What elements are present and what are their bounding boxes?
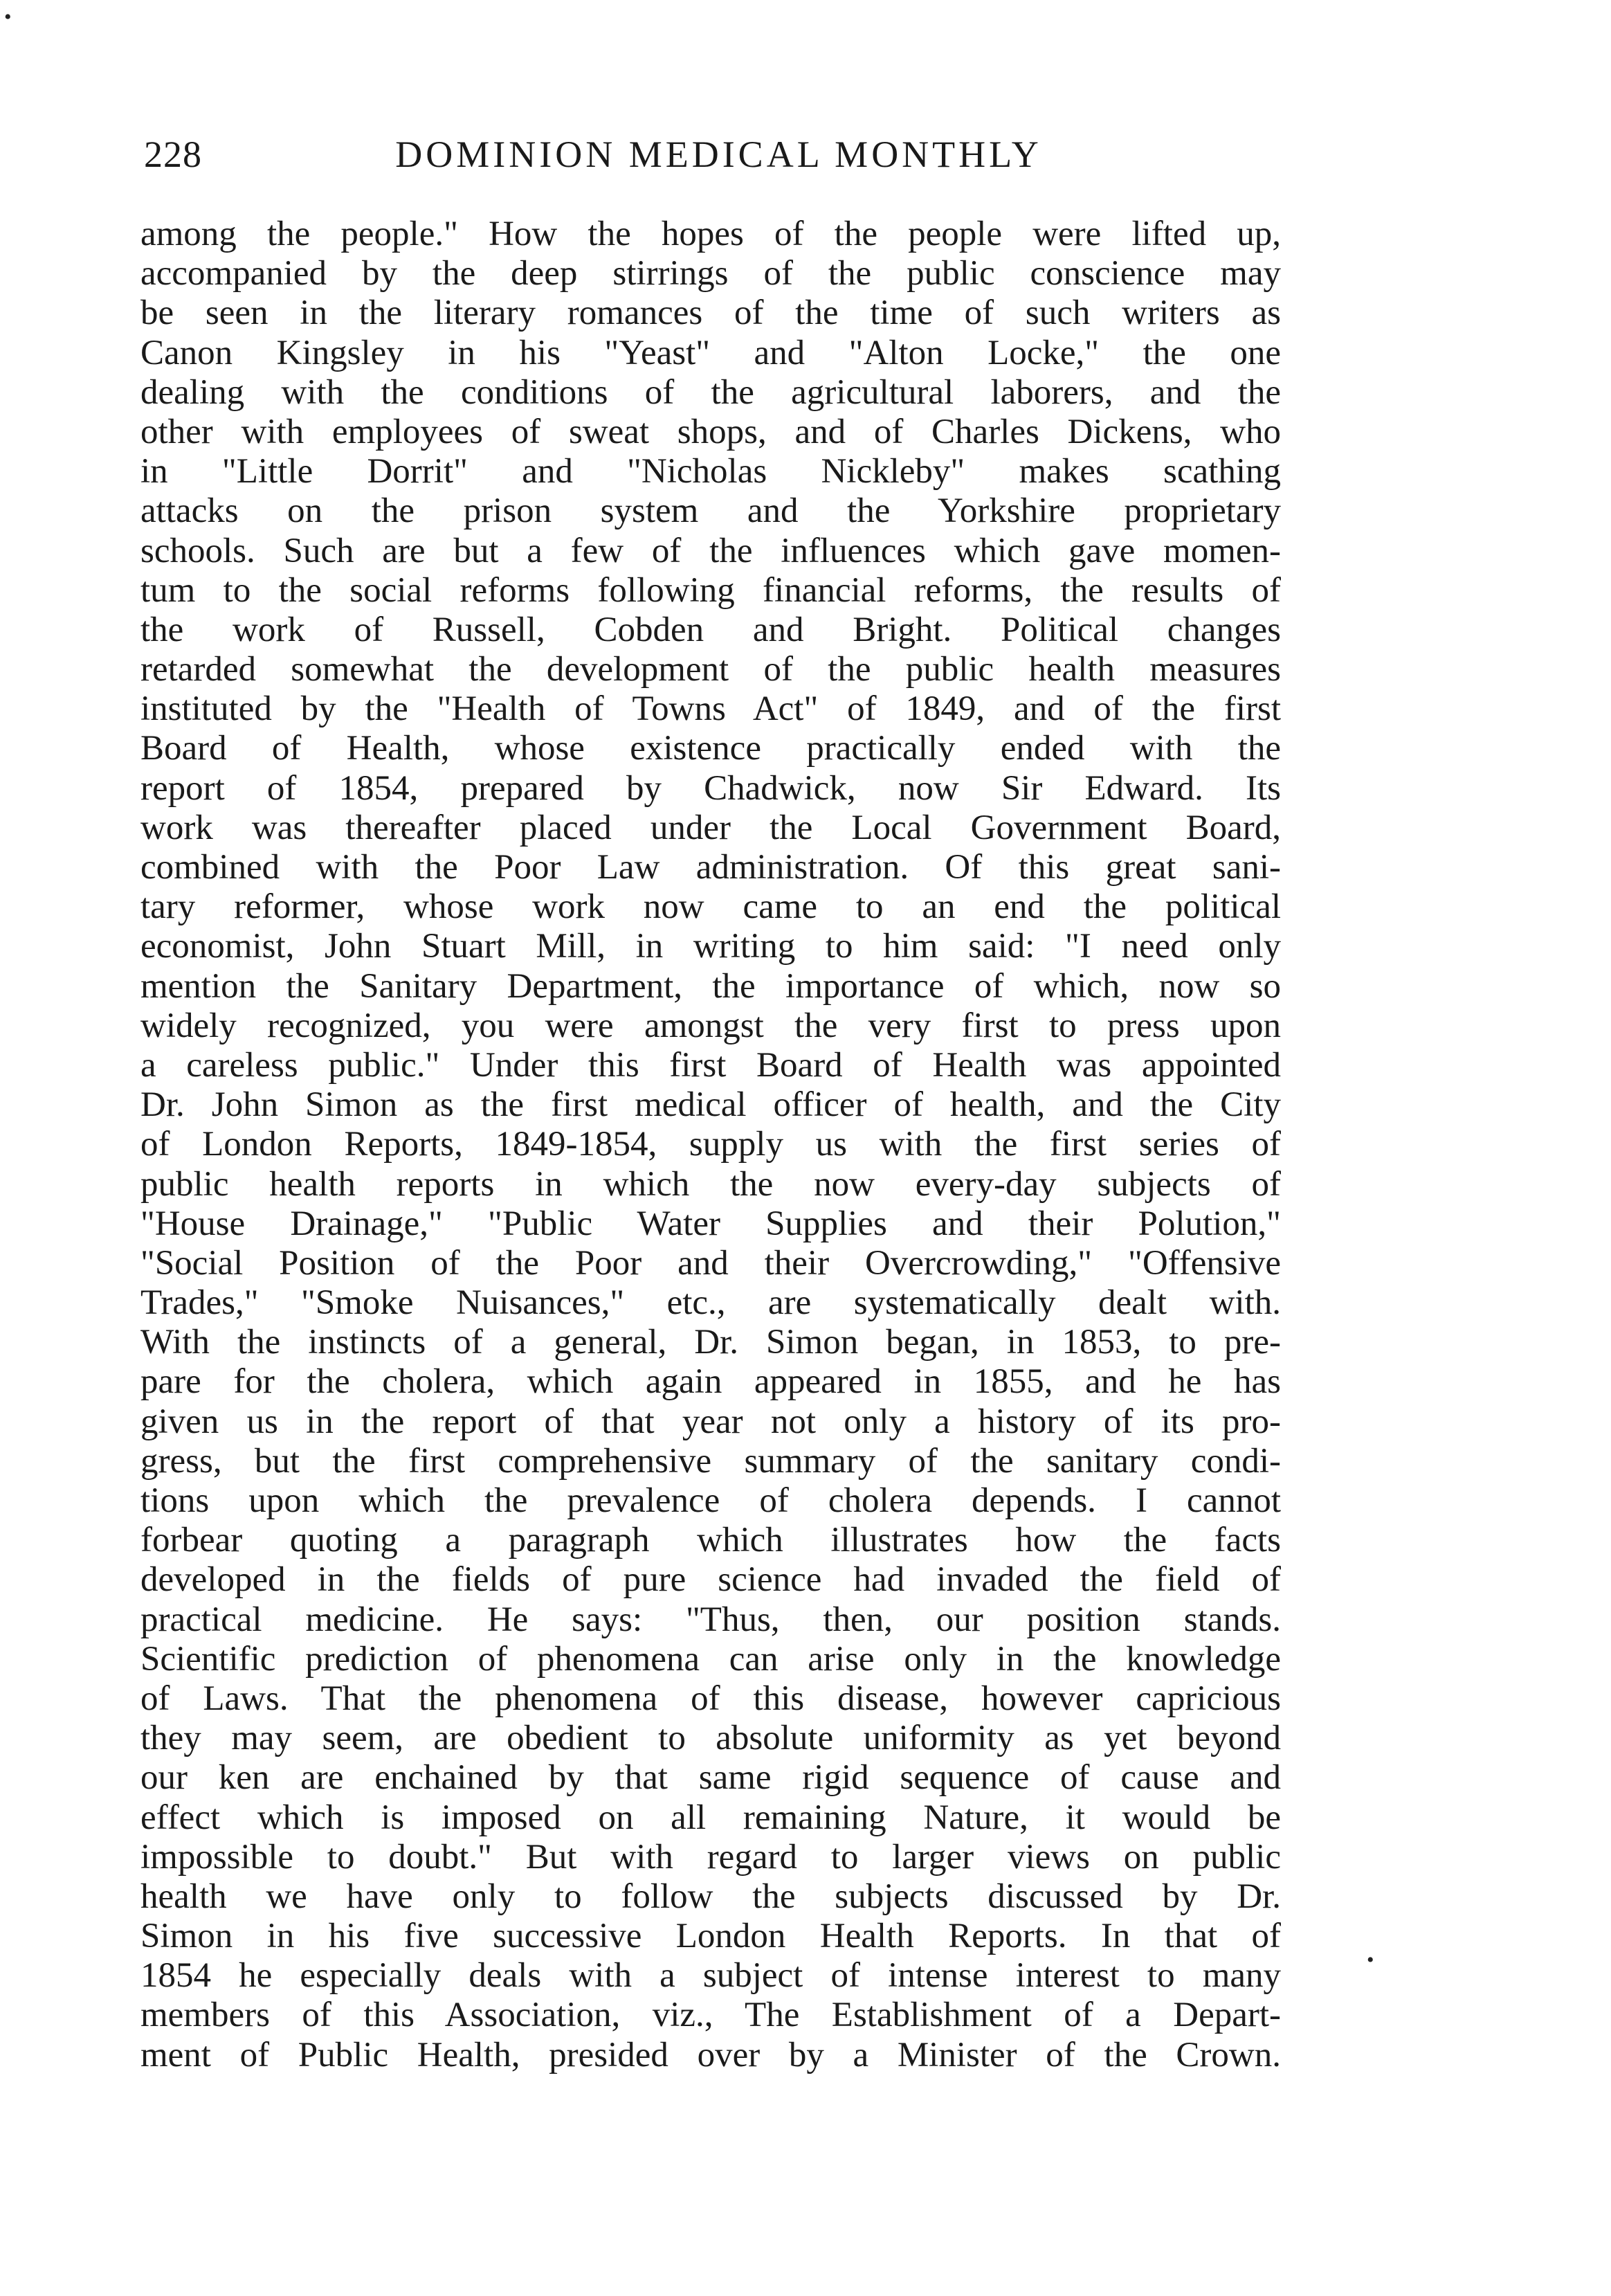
text-line: report of 1854, prepared by Chadwick, now Sir Edward. Its bbox=[140, 768, 1281, 808]
text-line: they may seem, are obedient to absolute uniformity as yet beyond bbox=[140, 1719, 1281, 1758]
text-line: work was thereafter placed under the Local Government Board, bbox=[140, 808, 1281, 847]
text-line: forbear quoting a paragraph which illustrates how the facts bbox=[140, 1521, 1281, 1560]
text-line: other with employees of sweat shops, and of Charles Dickens, who bbox=[140, 412, 1281, 451]
text-line: be seen in the literary romances of the time of such writers as bbox=[140, 293, 1281, 333]
text-line: given us in the report of that year not only a history of its pro- bbox=[140, 1402, 1281, 1441]
text-line: gress, but the first comprehensive summary of the sanitary condi- bbox=[140, 1441, 1281, 1481]
text-line: Scientific prediction of phenomena can arise only in the knowledge bbox=[140, 1639, 1281, 1679]
page-number: 228 bbox=[144, 134, 202, 175]
text-line: "Social Position of the Poor and their Overcrowding," "Offensive bbox=[140, 1243, 1281, 1283]
text-line: members of this Association, viz., The Establishment of a Depart- bbox=[140, 1996, 1281, 2035]
scan-speck: • bbox=[4, 6, 12, 28]
text-line: impossible to doubt." But with regard to larger views on public bbox=[140, 1837, 1281, 1877]
text-line: tum to the social reforms following financial reforms, the results of bbox=[140, 570, 1281, 610]
scan-speck: • bbox=[1367, 1949, 1374, 1971]
text-line: health we have only to follow the subjects discussed by Dr. bbox=[140, 1877, 1281, 1916]
text-line: retarded somewhat the development of the public health measures bbox=[140, 650, 1281, 689]
text-line: mention the Sanitary Department, the importance of which, now so bbox=[140, 966, 1281, 1006]
text-line: Simon in his five successive London Health Reports. In that of bbox=[140, 1917, 1281, 1956]
text-line: public health reports in which the now every-day subjects of bbox=[140, 1164, 1281, 1204]
text-line: economist, John Stuart Mill, in writing to him said: "I need only bbox=[140, 927, 1281, 966]
text-line: widely recognized, you were amongst the very first to press upon bbox=[140, 1006, 1281, 1045]
text-line: combined with the Poor Law administration. Of this great sani- bbox=[140, 848, 1281, 887]
text-line: of London Reports, 1849-1854, supply us with the first series of bbox=[140, 1125, 1281, 1164]
text-line: developed in the fields of pure science had invaded the field of bbox=[140, 1560, 1281, 1600]
text-line: 1854 he especially deals with a subject of intense interest to many bbox=[140, 1956, 1281, 1996]
text-line: a careless public." Under this first Board of Health was appointed bbox=[140, 1045, 1281, 1085]
text-line: Canon Kingsley in his "Yeast" and "Alton Locke," the one bbox=[140, 333, 1281, 372]
text-line: among the people." How the hopes of the people were lifted up, bbox=[140, 215, 1281, 253]
text-line: schools. Such are but a few of the influences which gave momen- bbox=[140, 531, 1281, 570]
text-line: effect which is imposed on all remaining Nature, it would be bbox=[140, 1798, 1281, 1837]
text-line: tions upon which the prevalence of cholera depends. I cannot bbox=[140, 1481, 1281, 1520]
text-line: tary reformer, whose work now came to an end the political bbox=[140, 887, 1281, 927]
page-header bbox=[136, 133, 1281, 188]
text-line: Dr. John Simon as the first medical officer of health, and the City bbox=[140, 1085, 1281, 1125]
body-text bbox=[140, 215, 1281, 2075]
text-line: "House Drainage," "Public Water Supplies and their Polution," bbox=[140, 1204, 1281, 1243]
text-line: Trades," "Smoke Nuisances," etc., are systematically dealt with. bbox=[140, 1283, 1281, 1323]
text-line: ment of Public Health, presided over by a Minister of the Crown. bbox=[140, 2035, 1281, 2074]
text-line: Board of Health, whose existence practically ended with the bbox=[140, 729, 1281, 768]
text-line: instituted by the "Health of Towns Act" of 1849, and of the first bbox=[140, 689, 1281, 729]
running-head: DOMINION MEDICAL MONTHLY bbox=[395, 134, 1042, 175]
text-line: our ken are enchained by that same rigid sequence of cause and bbox=[140, 1758, 1281, 1798]
text-line: accompanied by the deep stirrings of the public conscience may bbox=[140, 254, 1281, 293]
text-line: the work of Russell, Cobden and Bright. Political changes bbox=[140, 610, 1281, 649]
text-line: in "Little Dorrit" and "Nicholas Nickleby" makes scathing bbox=[140, 452, 1281, 491]
text-line: practical medicine. He says: "Thus, then, our position stands. bbox=[140, 1600, 1281, 1639]
text-line: pare for the cholera, which again appeared in 1855, and he has bbox=[140, 1362, 1281, 1402]
text-line: attacks on the prison system and the Yorkshire proprietary bbox=[140, 491, 1281, 531]
text-line: of Laws. That the phenomena of this disease, however capricious bbox=[140, 1679, 1281, 1718]
text-line: With the instincts of a general, Dr. Simon began, in 1853, to pre- bbox=[140, 1323, 1281, 1362]
text-line: dealing with the conditions of the agricultural laborers, and the bbox=[140, 372, 1281, 412]
